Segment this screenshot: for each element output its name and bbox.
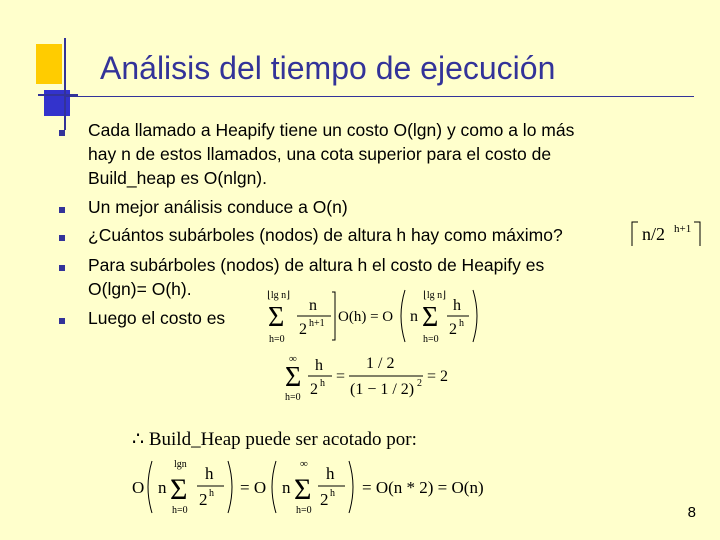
cost-n: n xyxy=(410,308,418,325)
series-den: 2 xyxy=(310,381,318,398)
bullet-marker xyxy=(59,265,65,271)
final-o1: O xyxy=(132,478,145,497)
final-n2: n xyxy=(282,478,291,497)
ceil-expression xyxy=(628,220,708,253)
final-tail: = O(n * 2) = O(n) xyxy=(362,478,484,497)
frac2-den-exp: h xyxy=(459,318,464,329)
bullet-marker xyxy=(59,318,65,324)
sum2-upper: ⌊lg n⌋ xyxy=(423,290,447,301)
bullet-2-line-1: Un mejor análisis conduce a O(n) xyxy=(88,197,348,217)
bullet-marker xyxy=(59,207,65,213)
bullet-4-line-2: O(lgn)= O(h). xyxy=(88,279,192,299)
frac1-num: n xyxy=(309,297,317,314)
series-eq2: = 2 xyxy=(427,368,449,385)
frac2-num: h xyxy=(453,297,461,314)
decor-vertical-line xyxy=(64,38,66,130)
conclusion-text: ∴ Build_Heap puede ser acotado por: xyxy=(132,429,417,450)
sum1-upper: ⌊lg n⌋ xyxy=(267,290,291,301)
page-number: 8 xyxy=(687,504,696,521)
final-formula xyxy=(130,455,500,524)
final-upper1: lgn xyxy=(174,459,187,470)
final-num2: h xyxy=(326,464,335,483)
frac2-den: 2 xyxy=(449,321,457,338)
series-formula xyxy=(283,350,473,407)
series-lower: h=0 xyxy=(285,392,301,403)
sigma-5: Σ xyxy=(294,473,312,506)
final-den2: 2 xyxy=(320,490,329,509)
bullet-3-line-1: ¿Cuántos subárboles (nodos) de altura h hay como máximo? xyxy=(88,225,563,245)
decor-rule xyxy=(64,96,694,97)
final-upper2: ∞ xyxy=(300,458,308,470)
series-den-exp: h xyxy=(320,378,325,389)
frac1-den-exp: h+1 xyxy=(309,318,325,329)
ceil-exp: h+1 xyxy=(674,223,692,235)
sum2-lower: h=0 xyxy=(423,334,439,345)
bullet-1-line-2: hay n de estos llamados, una cota superior para el costo de xyxy=(88,144,552,164)
ceil-base: n/2 xyxy=(642,224,666,244)
series-upper: ∞ xyxy=(289,353,297,365)
sigma-1: Σ xyxy=(268,302,285,333)
final-exp2: h xyxy=(330,488,335,499)
series-rden-exp: 2 xyxy=(417,378,422,389)
slide-title: Análisis del tiempo de ejecución xyxy=(100,50,556,86)
final-num1: h xyxy=(205,464,214,483)
sigma-4: Σ xyxy=(170,473,188,506)
frac1-den: 2 xyxy=(299,321,307,338)
final-lower1: h=0 xyxy=(172,505,188,516)
bullet-1-line-3: Build_heap es O(nlgn). xyxy=(88,168,267,188)
decor-yellow-square xyxy=(36,44,62,84)
cost-sum-formula xyxy=(265,284,495,351)
bullet-marker xyxy=(59,235,65,241)
bullet-marker xyxy=(59,130,65,136)
sigma-2: Σ xyxy=(422,302,439,333)
bullet-1-line-1: Cada llamado a Heapify tiene un costo O(lgn) y como a lo más xyxy=(88,120,575,140)
series-rnum: 1 / 2 xyxy=(366,355,395,372)
final-eq1: = O xyxy=(240,478,267,497)
final-den1: 2 xyxy=(199,490,208,509)
series-eq1: = xyxy=(336,368,346,385)
sum1-lower: h=0 xyxy=(269,334,285,345)
sigma-3: Σ xyxy=(285,362,302,393)
final-lower2: h=0 xyxy=(296,505,312,516)
bullet-4-line-1: Para subárboles (nodos) de altura h el costo de Heapify es xyxy=(88,255,545,275)
series-num: h xyxy=(315,357,323,374)
series-rden: (1 − 1 / 2) xyxy=(350,381,415,398)
bullet-5-line-1: Luego el costo es xyxy=(88,308,226,328)
final-n1: n xyxy=(158,478,167,497)
cost-mid: O(h) = O xyxy=(338,309,394,325)
final-exp1: h xyxy=(209,488,214,499)
